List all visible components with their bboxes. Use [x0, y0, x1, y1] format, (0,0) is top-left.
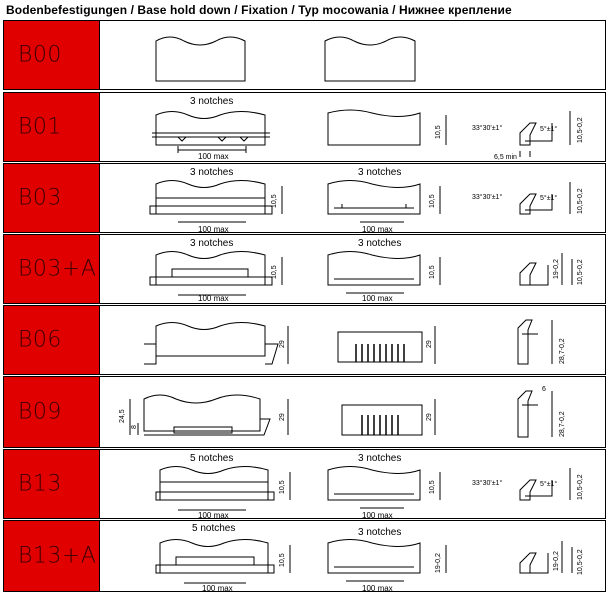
max-label: 100 max	[198, 511, 229, 520]
max-label: 100 max	[198, 294, 229, 303]
height3-label: 29	[426, 413, 433, 421]
code-cell	[4, 377, 100, 447]
angle-label: 33°30'±1°	[472, 480, 503, 487]
angle-label: 33°30'±1°	[472, 194, 503, 201]
table-row	[3, 20, 606, 90]
notches-label: 5 notches	[190, 453, 234, 464]
height3-label: 29	[426, 340, 433, 348]
drawing-cell	[100, 306, 605, 374]
drawing-cell	[100, 450, 605, 518]
table-row	[3, 92, 606, 162]
angle2-label: 5°±1°	[540, 195, 558, 202]
b13-drawing	[100, 450, 607, 520]
table-row	[3, 376, 606, 448]
height3-label: 10,5	[429, 194, 436, 208]
height3-label: 10,5	[429, 265, 436, 279]
notches-label: 3 notches	[190, 238, 234, 249]
d1-label: 24,5	[119, 409, 126, 423]
drawing-cell	[100, 235, 605, 303]
height2-label: 10,5-0,2	[577, 474, 584, 500]
drawing-cell	[100, 521, 605, 591]
height-label: 10,5	[271, 194, 278, 208]
drawing-cell	[100, 93, 605, 161]
drawing-cell	[100, 164, 605, 232]
max-label: 100 max	[198, 152, 229, 161]
code-cell	[4, 93, 100, 161]
drawing-cell	[100, 377, 605, 447]
max2-label: 100 max	[362, 584, 393, 593]
code-cell	[4, 306, 100, 374]
height3-label: 19-0,2	[435, 553, 442, 573]
height4-label: 19-0,2	[553, 551, 560, 571]
b01-drawing	[100, 93, 607, 163]
code-label: B06	[18, 327, 62, 353]
code-label: B00	[18, 42, 62, 68]
code-label: B09	[18, 399, 62, 425]
b06-drawing	[100, 306, 607, 376]
max-label: 100 max	[202, 584, 233, 593]
table-row	[3, 234, 606, 304]
max2-label: 100 max	[362, 511, 393, 520]
max-label: 100 max	[198, 225, 229, 234]
table-row	[3, 449, 606, 519]
code-label: B13+A	[18, 543, 97, 569]
height2-label: 28,7-0,2	[559, 338, 566, 364]
table-row	[3, 305, 606, 375]
notches2-label: 3 notches	[358, 167, 402, 178]
drawing-cell	[100, 21, 605, 89]
notches-label: 3 notches	[190, 96, 234, 107]
b13a-drawing	[100, 521, 607, 593]
notches2-label: 3 notches	[358, 238, 402, 249]
max2-label: 100 max	[362, 225, 393, 234]
notches2-label: 3 notches	[358, 453, 402, 464]
d3-label: 6	[542, 386, 546, 393]
height-label: 29	[279, 413, 286, 421]
height-label: 29	[279, 340, 286, 348]
max2-label: 100 max	[362, 294, 393, 303]
height2-label: 10,5-0,2	[577, 549, 584, 575]
height-label: 10,5	[279, 480, 286, 494]
height-label: 10,5	[435, 125, 442, 139]
code-label: B03+A	[18, 256, 97, 282]
angle2-label: 5°±1°	[540, 126, 558, 133]
code-cell	[4, 235, 100, 303]
code-cell	[4, 164, 100, 232]
table-row	[3, 520, 606, 592]
page-title: Bodenbefestigungen / Base hold down / Fixation / Typ mocowania / Нижнее крепление	[6, 3, 512, 17]
code-cell	[4, 21, 100, 89]
height2-label: 10,5-0,2	[577, 117, 584, 143]
height4-label: 19-0,2	[553, 259, 560, 279]
code-label: B13	[18, 471, 62, 497]
angle2-label: 5°±1°	[540, 481, 558, 488]
notches-label: 3 notches	[190, 167, 234, 178]
table-row	[3, 163, 606, 233]
d2-label: 8	[131, 425, 138, 429]
b09-drawing	[100, 377, 607, 449]
height-label: 10,5	[279, 553, 286, 567]
height2-label: 10,5-0,2	[577, 259, 584, 285]
code-cell	[4, 450, 100, 518]
b00-drawing	[100, 21, 607, 91]
code-label: B01	[18, 114, 62, 140]
code-label: B03	[18, 185, 62, 211]
code-cell	[4, 521, 100, 591]
b03-drawing	[100, 164, 607, 234]
base-hold-down-table	[3, 20, 607, 592]
height-label: 10,5	[271, 265, 278, 279]
notches-label: 5 notches	[192, 523, 236, 534]
b03a-drawing	[100, 235, 607, 305]
min-label: 6,5 min	[494, 154, 517, 161]
height3-label: 10,5	[429, 480, 436, 494]
height2-label: 10,5-0,2	[577, 188, 584, 214]
notches2-label: 3 notches	[358, 527, 402, 538]
angle-label: 33°30'±1°	[472, 125, 503, 132]
height2-label: 28,7-0,2	[559, 411, 566, 437]
